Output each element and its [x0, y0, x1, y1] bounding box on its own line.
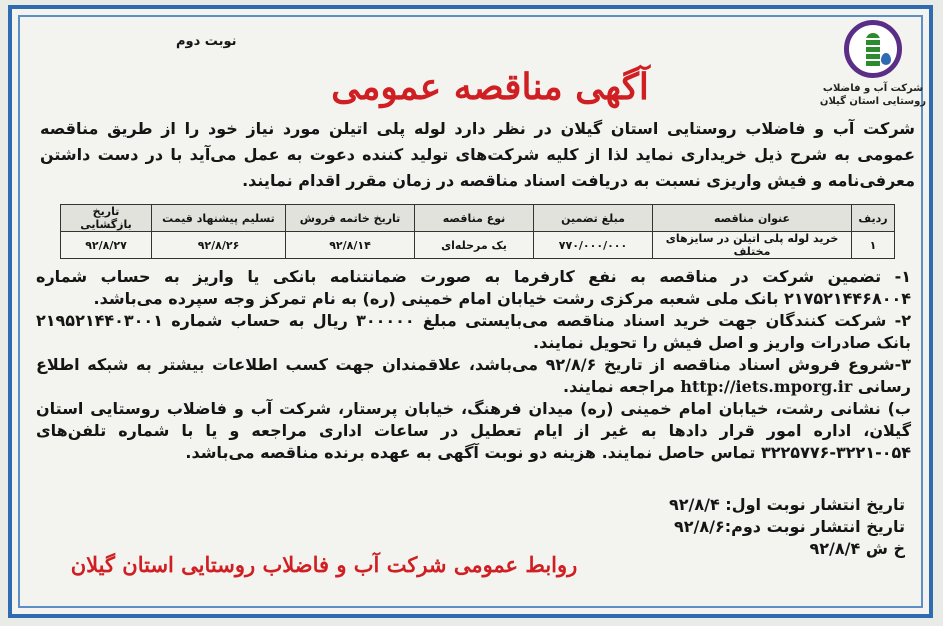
header-guarantee-amount: مبلغ تضمین — [534, 205, 653, 232]
header-row-number: ردیف — [852, 205, 895, 232]
table-row — [61, 232, 895, 259]
address-paragraph: ب) نشانی رشت، خیابان امام خمینی (ره) میدان فرهنگ، خیابان پرستار، شرکت آب و فاضلاب روستایی استان گیلان، اداره امور قرار دادها به غیر از ایام تعطیل در ساعات اداری مراجعه و یا با شماره تلفن‌های ۰۵۴-۳۲۲۱-۳۲۲۵۷۷۶ تماس حاصل نمایند. هزینه دو نوبت آگهی به عهده برنده مناقصه می‌باشد. — [36, 399, 911, 462]
clause-3-end: مراجعه نمایند. — [563, 377, 675, 396]
notice-clauses — [36, 266, 911, 464]
cell-tender-type: یک مرحله‌ای — [415, 232, 534, 259]
company-logo — [818, 20, 928, 108]
header-tender-type: نوع مناقصه — [415, 205, 534, 232]
clause-3 — [36, 354, 911, 398]
logo-line-2: روستایی استان گیلان — [819, 96, 927, 107]
publication-dates — [485, 494, 905, 560]
logo-line-1: شرکت آب و فاضلاب — [822, 83, 924, 94]
first-publication-date: تاریخ انتشار نوبت اول: ۹۲/۸/۴ — [668, 495, 905, 514]
public-relations-signature: روابط عمومی شرکت آب و فاضلاب روستایی استان گیلان — [70, 552, 578, 577]
header-opening-date: تاریخ بازگشایی — [61, 205, 152, 232]
second-publication-date: تاریخ انتشار نوبت دوم:۹۲/۸/۶ — [673, 517, 905, 536]
notice-code: خ ش ۹۲/۸/۴ — [809, 539, 905, 558]
notice-number: نوبت دوم — [176, 34, 237, 49]
clause-2: ۲- شرکت کنندگان جهت خرید اسناد مناقصه می‌بایستی مبلغ ۳۰۰۰۰۰ ریال به حساب شماره ۲۱۹۵۲۱۴۴۰۳۰۰۱ بانک صادرات واریز و اصل فیش را تحویل نمایند. — [36, 311, 912, 352]
cell-bid-submission: ۹۲/۸/۲۶ — [152, 232, 286, 259]
info-network-link[interactable]: http://iets.mporg.ir — [680, 377, 853, 396]
clause-3-text: ۳-شروع فروش اسناد مناقصه از تاریخ ۹۲/۸/۶ می‌باشد، علاقمندان جهت کسب اطلاعات بیشتر به شبکه اطلاع رسانی — [36, 355, 911, 396]
cell-row-number: ۱ — [852, 232, 895, 259]
cell-guarantee-amount: ۷۷۰/۰۰۰/۰۰۰ — [534, 232, 653, 259]
logo-caption — [818, 82, 928, 108]
notice-title: آگهی مناقصه عمومی — [331, 66, 649, 108]
tender-table — [60, 204, 895, 259]
tender-table-header — [61, 205, 895, 232]
header-bid-submission: تسلیم پیشنهاد قیمت — [152, 205, 286, 232]
water-wheat-emblem-icon — [844, 20, 902, 78]
header-sale-end-date: تاریخ خاتمه فروش — [286, 205, 415, 232]
cell-opening-date: ۹۲/۸/۲۷ — [61, 232, 152, 259]
cell-sale-end-date: ۹۲/۸/۱۴ — [286, 232, 415, 259]
cell-tender-title: خرید لوله پلی اتیلن در سایزهای مختلف — [653, 232, 852, 259]
clause-1: ۱- تضمین شرکت در مناقصه به نفع کارفرما به صورت ضمانتنامه بانکی یا واریز به حساب شماره ۲۱۷۵۲۱۴۴۶۸۰۰۴ بانک ملی شعبه مرکزی رشت خیابان امام خمینی (ره) به نام تمرکز وجه سپرده می‌باشد. — [36, 267, 911, 308]
intro-paragraph: شرکت آب و فاضلاب روستایی استان گیلان در نظر دارد لوله پلی اتیلن مورد نیاز خود را از طریق مناقصه عمومی به شرح ذیل خریداری نماید لذا از کلیه شرکت‌های تولید کننده دعوت به عمل می‌آید با در دست داشتن معرفی‌نامه و فیش واریزی نسبت به دریافت اسناد مناقصه در زمان مقرر اقدام نمایند. — [40, 119, 915, 190]
header-tender-title: عنوان مناقصه — [653, 205, 852, 232]
